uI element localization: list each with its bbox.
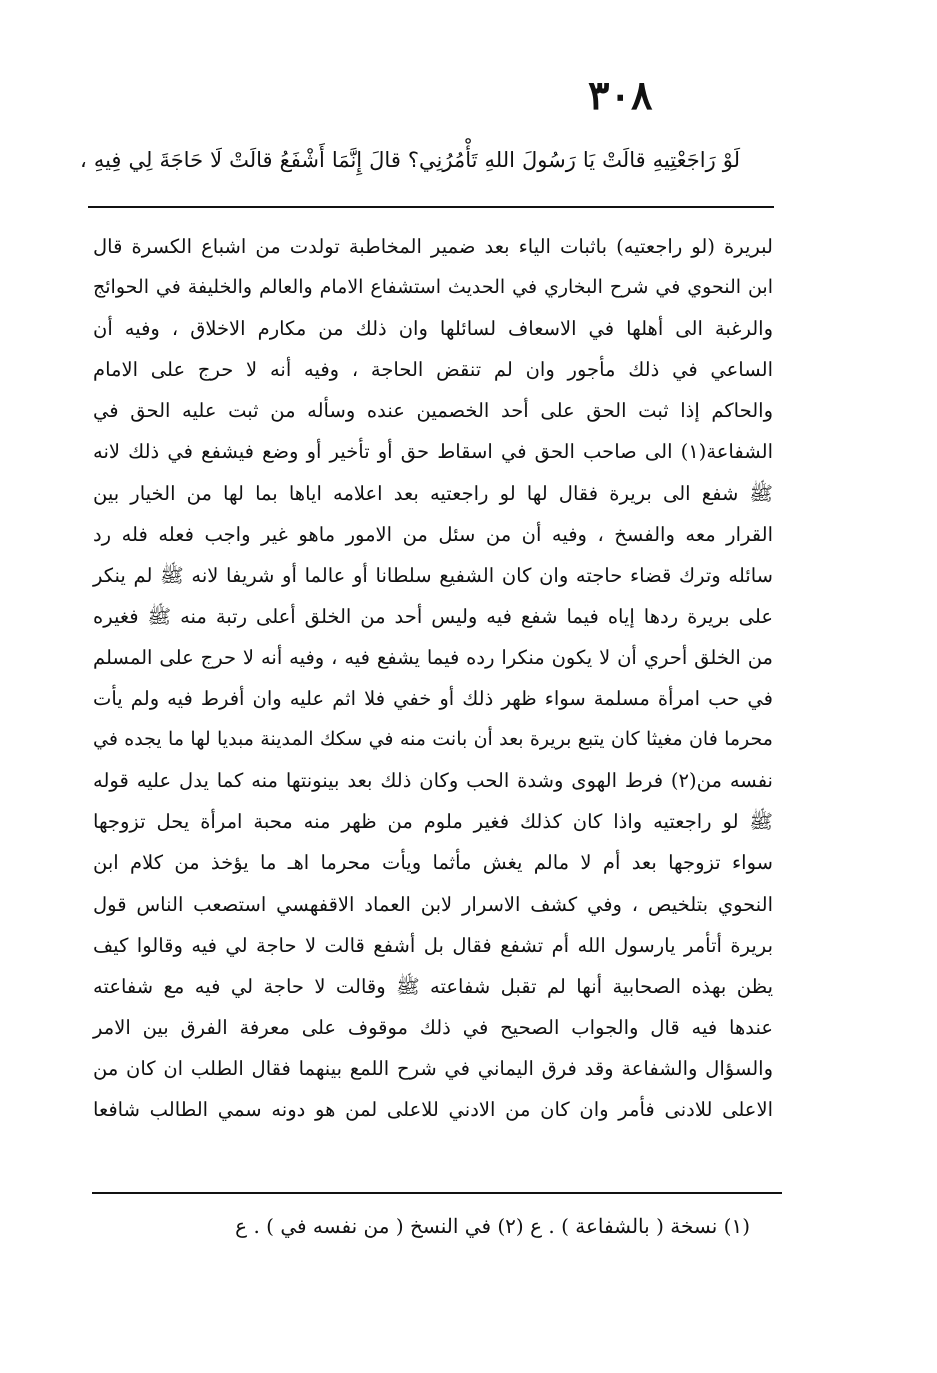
- commentary-line: لبريرة (لو راجعتيه) باثبات الياء بعد ضمير المخاطبة تولدت من اشباع الكسرة قال: [93, 235, 773, 258]
- commentary-text: [93, 226, 773, 1130]
- hadith-line: لَوْ رَاجَعْتِيهِ قالَتْ يَا رَسُولَ اللهِ تَأْمُرُنِي؟ قالَ إِنَّمَا أَشْفَعُ قالَتْ لَا حَاجَةَ لِي فِيهِ ،: [80, 148, 740, 172]
- commentary-line: الاعلى للادنى فأمر وان كان من الادني للاعلى لمن هو دونه سمي الطالب شافعا: [93, 1097, 773, 1121]
- commentary-line: بريرة أتأمر يارسول الله أم تشفع فقال بل أشفع قالت لا حاجة لي فيه وقالوا كيف: [93, 933, 773, 957]
- commentary-line: نفسه من(٢) فرط الهوى وشدة الحب وكان ذلك بعد بينونتها منه كما يدل عليه قوله: [93, 769, 773, 793]
- commentary-line: والسؤال والشفاعة وقد فرق اليماني في شرح اللمع بينهما فقال الطلب ان كان من: [93, 1056, 773, 1080]
- top-rule: [88, 206, 774, 208]
- commentary-line: والحاكم إذا ثبت الحق على أحد الخصمين عنده وسأله من ثبت عليه الحق في: [93, 399, 773, 423]
- commentary-line: يظن بهذه الصحابية أنها لم تقبل شفاعته ﷺ وقالت لا حاجة لي فيه مع شفاعته: [93, 974, 773, 998]
- commentary-line: ابن النحوي في شرح البخاري في الحديث استشفاع الامام والعالم والخليفة في الحوائج: [93, 276, 773, 299]
- commentary-line: في حب امرأة مسلمة سواء ظهر ذلك أو خفي فلا اثم عليه وان أفرط فيه ولم يأت: [93, 687, 773, 711]
- commentary-line: الساعي في ذلك مأجور وان لم تنقض الحاجة ، وفيه أنه لا حرج على الامام: [93, 358, 773, 382]
- commentary-line: سائله وترك قضاء حاجته وان كان الشفيع سلطانا أو عالما أو شريفا لانه ﷺ لم ينكر: [93, 563, 773, 587]
- commentary-line: على بريرة ردها إياه فيما شفع فيه وليس أحد من الخلق أعلى رتبة منه ﷺ فغيره: [93, 604, 773, 628]
- commentary-line: والرغبة الى أهلها في الاسعاف لسائلها وان ذلك من مكارم الاخلاق ، وفيه أن: [93, 317, 773, 341]
- commentary-line: من الخلق أحري أن لا يكون منكرا رده فيما يشفع فيه ، وفيه أنه لا حرج على المسلم: [93, 645, 773, 669]
- page-number: ٣٠٨: [588, 72, 653, 119]
- commentary-line: محرما فان مغيثا كان يتبع بريرة بعد أن بانت منه في سكك المدينة مبديا لها ما يجده في: [93, 728, 773, 751]
- commentary-line: عندها فيه قال والجواب الصحيح في ذلك موقوف على معرفة الفرق بين الامر: [93, 1015, 773, 1039]
- commentary-line: القرار معه والفسخ ، وفيه أن من سئل من الامور ماهو غير واجب فعله فله رد: [93, 522, 773, 546]
- commentary-line: الشفاعة(١) الى صاحب الحق في اسقاط حق أو تأخير أو وضع فيشفع في ذلك لانه: [93, 440, 773, 464]
- footnote: (١) نسخة ( بالشفاعة ) . ع (٢) في النسخ ( من نفسه في ) . ع: [235, 1214, 750, 1238]
- commentary-line: النحوي بتلخيص ، وفي كشف الاسرار لابن العماد الاقفهسي استصعب الناس قول: [93, 892, 773, 916]
- commentary-line: سواء تزوجها بعد أم لا مالم يغش مأثما ويأت محرما اهـ ما يؤخذ من كلام ابن: [93, 851, 773, 875]
- footnote-rule: [92, 1192, 782, 1194]
- commentary-line: ﷺ شفع الى بريرة فقال لها لو راجعتيه بعد اعلامه اياها بما لها من الخيار بين: [93, 481, 773, 505]
- commentary-line: ﷺ لو راجعتيه واذا كان كذلك فغير ملوم من ظهر منه محبة امرأة يحل تزوجها: [93, 810, 773, 834]
